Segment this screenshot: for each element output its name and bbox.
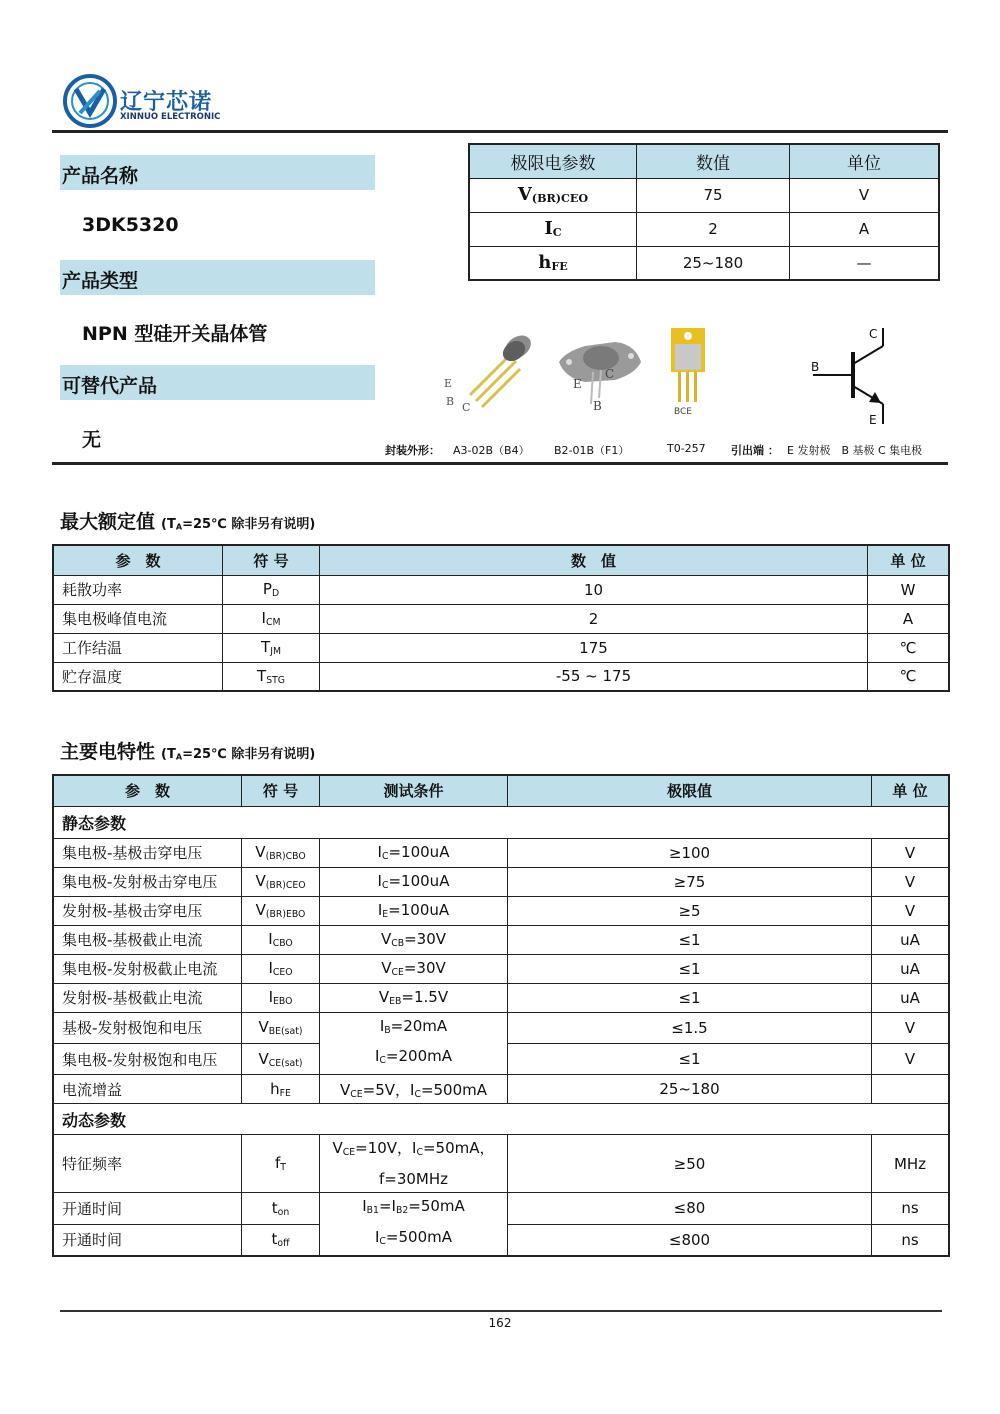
schematic-label-b: B: [811, 360, 820, 374]
max-header-param: 参 数: [53, 545, 223, 575]
max-param: 集电极峰值电流: [53, 604, 223, 633]
pin-label-bce: BCE: [674, 407, 692, 417]
page-number: 162: [488, 1316, 512, 1330]
dynamic-group-label: 动态参数: [53, 1104, 949, 1135]
table-row: 集电极-发射极饱和电压 $V_{CE(sat)}$ ≤1 V: [53, 1043, 949, 1074]
package-b2-caption: B2-01B（F1）: [554, 444, 630, 457]
max-ratings-cond: ($T_A=25℃$ 除非另有说明): [161, 517, 316, 532]
limits-row: [469, 178, 939, 212]
limits-param-sub: FE: [551, 260, 568, 274]
limits-row: [469, 212, 939, 246]
pin-label-b: B: [593, 399, 602, 412]
table-row: 开通时间 $t_{on}$ $I_{B1}=I_{B2}=50mA$ $I_C=500mA$ ≤80 ns: [53, 1193, 949, 1225]
max-value: 10: [320, 575, 868, 604]
max-unit: ℃: [868, 662, 950, 691]
table-row: 电流增益 $h_{FE}$ $V_{CE}=5V$，$I_C=500mA$ 25~180: [53, 1075, 949, 1104]
package-t0257-caption: T0-257: [667, 442, 706, 455]
pin-label-e: E: [573, 377, 582, 391]
brand-name-cn: 辽宁芯诺: [120, 90, 213, 115]
table-row: 集电极-基极截止电流 $I_{CBO}$ $V_{CB}=30V$ ≤1 uA: [53, 925, 949, 954]
package-caption-label: 封装外形：: [385, 444, 440, 457]
max-unit: ℃: [868, 633, 950, 662]
limits-unit: —: [790, 246, 940, 280]
limits-param-sub: C: [552, 226, 562, 240]
limits-header-unit: 单位: [790, 144, 940, 178]
package-a3-image: [440, 325, 540, 415]
max-param: 工作结温: [53, 633, 223, 662]
limits-param: I: [544, 218, 553, 240]
table-row: 发射极-基极击穿电压 $V_{(BR)EBO}$ $I_E=100uA$ ≥5 V: [53, 896, 949, 925]
section-rule: [52, 462, 948, 465]
max-value: 175: [320, 633, 868, 662]
limits-table: [468, 143, 940, 281]
electrical-cond: ($T_A=25℃$ 除非另有说明): [161, 747, 316, 762]
limits-value: 2: [637, 212, 790, 246]
table-row: 贮存温度 $T_{STG}$ -55 ~ 175 ℃: [53, 662, 949, 691]
table-row: 基极-发射极饱和电压 $V_{BE(sat)}$ $I_B=20mA$ $I_C=200mA$ ≤1.5 V: [53, 1012, 949, 1043]
max-ratings-table: [52, 544, 950, 692]
package-b2-image: [555, 332, 645, 412]
table-row: 耗散功率 $P_D$ 10 W: [53, 575, 949, 604]
elec-header-cond: 测试条件: [320, 775, 508, 806]
table-row: 特征频率 $f_T$ $V_{CE}=10V$，$I_C=50mA$， f=30MHz ≥50 MHz: [53, 1135, 949, 1193]
max-header-unit: 单 位: [868, 545, 950, 575]
elec-header-symbol: 符 号: [242, 775, 320, 806]
max-unit: A: [868, 604, 950, 633]
alt-product-value: 无: [82, 429, 102, 451]
schematic-label-c: C: [869, 327, 878, 341]
electrical-title-text: 主要电特性: [60, 741, 156, 763]
limits-value: 75: [637, 178, 790, 212]
limits-param: h: [538, 252, 552, 274]
product-type-label: 产品类型: [62, 270, 139, 292]
npn-schematic-symbol: [805, 320, 905, 430]
limits-header-param: 极限电参数: [469, 144, 637, 178]
table-row: 开通时间 $t_{off}$ ≤800 ns: [53, 1224, 949, 1256]
pin-caption-label: 引出端 ：: [731, 444, 779, 457]
max-value: 2: [320, 604, 868, 633]
elec-header-unit: 单 位: [872, 775, 950, 806]
limits-value: 25~180: [637, 246, 790, 280]
max-ratings-title-text: 最大额定值: [60, 511, 156, 533]
product-type-value: NPN 型硅开关晶体管: [82, 323, 268, 345]
electrical-title: [60, 737, 315, 764]
limits-header-value: 数值: [637, 144, 790, 178]
electrical-table: [52, 774, 950, 1257]
company-logo: [62, 73, 118, 129]
limits-row: [469, 246, 939, 280]
schematic-label-e: E: [869, 413, 877, 427]
max-value: -55 ~ 175: [320, 662, 868, 691]
elec-header-limit: 极限值: [508, 775, 872, 806]
package-t0257-image: [668, 326, 708, 418]
limits-param: V: [517, 184, 532, 206]
limits-unit: A: [790, 212, 940, 246]
max-param: 贮存温度: [53, 662, 223, 691]
table-row: 集电极-发射极击穿电压 $V_{(BR)CEO}$ $I_C=100uA$ ≥75 V: [53, 867, 949, 896]
max-header-value: 数 值: [320, 545, 868, 575]
pin-caption-desc: E 发射极 B 基极 C 集电极: [787, 444, 923, 457]
max-header-symbol: 符 号: [223, 545, 320, 575]
brand-name-en: XINNUO ELECTRONIC: [120, 112, 221, 122]
table-row: 集电极-基极击穿电压 $V_{(BR)CBO}$ $I_C=100uA$ ≥100 V: [53, 838, 949, 867]
product-name-label: 产品名称: [62, 165, 139, 187]
pin-label-b: B: [446, 395, 455, 408]
pin-label-c: C: [462, 401, 471, 414]
pin-label-c: C: [605, 367, 615, 381]
footer-rule: [60, 1310, 942, 1312]
alt-product-label: 可替代产品: [62, 375, 158, 397]
product-name-value: 3DK5320: [82, 214, 179, 236]
elec-header-param: 参 数: [53, 775, 242, 806]
table-row: 工作结温 $T_{JM}$ 175 ℃: [53, 633, 949, 662]
max-unit: W: [868, 575, 950, 604]
limits-param-sub: (BR)CEO: [531, 192, 589, 206]
max-param: 耗散功率: [53, 575, 223, 604]
header-rule: [52, 130, 948, 133]
table-row: 集电极-发射极截止电流 $I_{CEO}$ $V_{CE}=30V$ ≤1 uA: [53, 954, 949, 983]
package-a3-caption: A3-02B（B4）: [453, 444, 530, 457]
table-row: 发射极-基极截止电流 $I_{EBO}$ $V_{EB}=1.5V$ ≤1 uA: [53, 983, 949, 1012]
limits-unit: V: [790, 178, 940, 212]
pin-label-e: E: [444, 377, 453, 390]
max-ratings-title: [60, 507, 315, 534]
table-row: 集电极峰值电流 $I_{CM}$ 2 A: [53, 604, 949, 633]
static-group-label: 静态参数: [53, 806, 949, 838]
